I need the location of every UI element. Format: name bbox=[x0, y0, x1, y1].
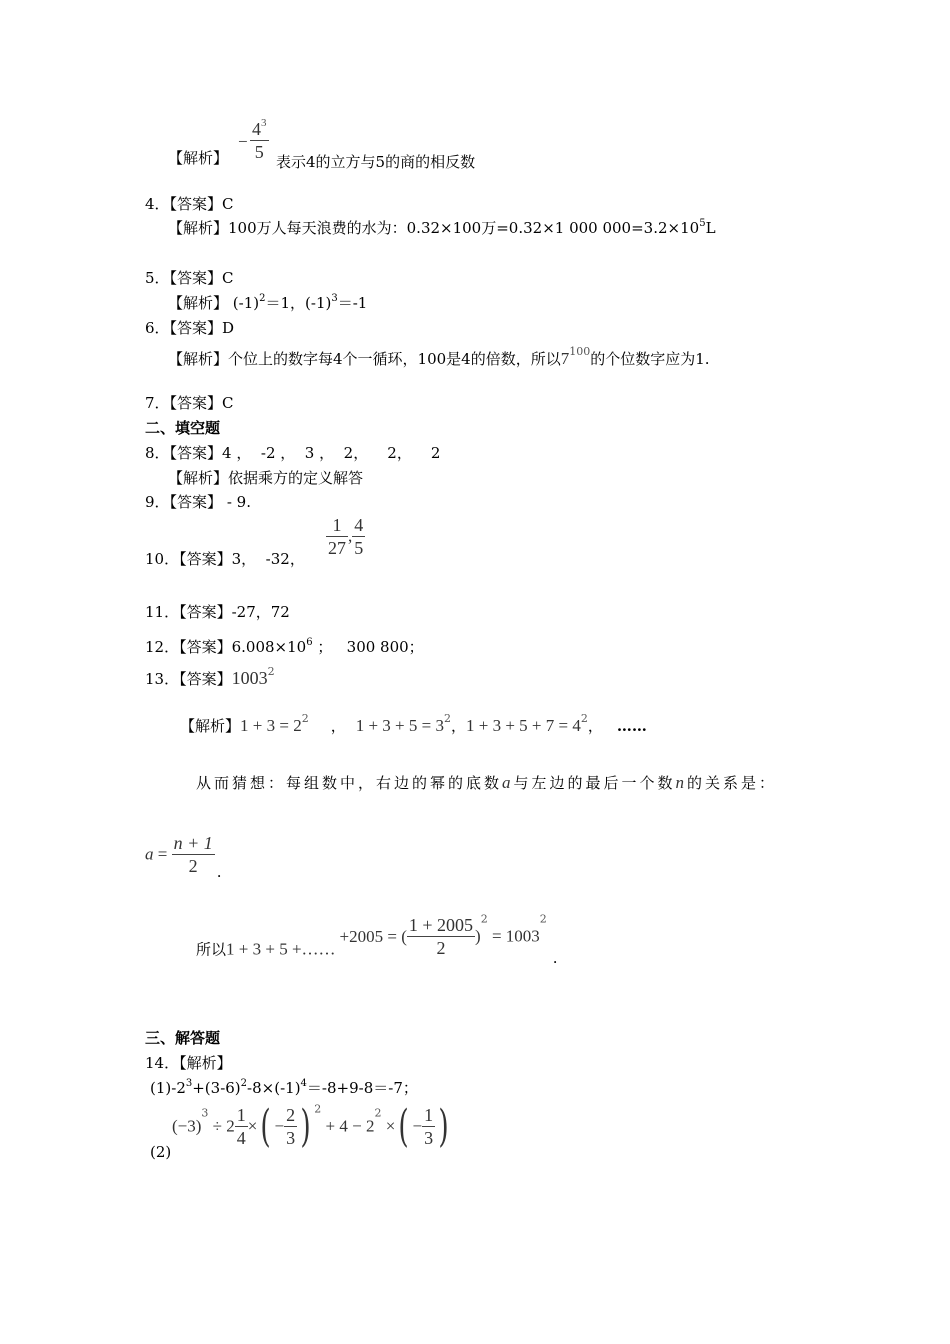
q4-answer: 4．【答案】C bbox=[145, 195, 234, 213]
q4-analysis: 【解析】100万人每天浪费的水为：0.32×100万=0.32×1 000 $000=3.2\times 10^5L$ bbox=[168, 218, 716, 237]
q9-answer: 9．【答案】 - 9. bbox=[145, 493, 251, 511]
fraction-denominator: 5 bbox=[254, 142, 264, 162]
q8-answer: 8．【答案】4 ， -2 ， 3 ， 2， 2， 2 bbox=[145, 444, 441, 462]
q14-heading: 14．【解析】 bbox=[145, 1054, 232, 1072]
section-fill-blank-heading: 二、填空题 bbox=[145, 419, 221, 437]
minus-sign: − bbox=[238, 132, 248, 151]
q5-answer: 5．【答案】C bbox=[145, 269, 234, 287]
section-solution-heading: 三、解答题 bbox=[145, 1029, 221, 1047]
q8-analysis: 【解析】依据乘方的定义解答 bbox=[168, 469, 364, 487]
q13-guess: 从而猜想：每组数中，右边的幂的底数a与左边的最后一个数n的关系是： bbox=[196, 773, 778, 792]
analysis-text: 表示4的立方与5的商的相反数 bbox=[276, 153, 476, 171]
q13-relation: a = $\frac{n + 1}{2}$ . bbox=[145, 833, 222, 881]
q14-part1: $(1)-2^3+(3-6)^2-8\times(-1)^4=-8+9-8=-7$； bbox=[150, 1078, 418, 1097]
q13-sum-conclusion: 所以1 + 3 + 5 +……+2005 = ( $\frac{1 + 2005}{2}$ )$^2 = 1003^2$. bbox=[196, 912, 558, 967]
fraction-four-fifths: $\frac{4}{5}$ bbox=[354, 515, 364, 558]
q10-answer: 10．【答案】3， -32， bbox=[145, 550, 305, 568]
fraction-one-27th: $\frac{1}{27}$ bbox=[328, 515, 346, 558]
q13-analysis-equations: 【解析】$1 + 3 = 2^2$ ， $1 + 3 + 5 = 3^2$，$1 + 3 + 5 + 7 = 4^2$， …… bbox=[180, 712, 647, 735]
q10-fractions: $\frac{1}{27}$ , $\frac{4}{5}$ bbox=[328, 515, 364, 558]
analysis-label: 【解析】 bbox=[168, 149, 229, 167]
q6-analysis: 【解析】个位上的数字每4个一循环，100是4的倍数，所以$7^{100}$的个位数字应为1. bbox=[168, 345, 710, 368]
fraction bbox=[250, 118, 269, 163]
q5-analysis: 【解析】 $(-1)^2=1$，$(-1)^3=-1$ bbox=[168, 293, 368, 312]
q11-answer: 11．【答案】-27，72 bbox=[145, 603, 290, 621]
q14-part2-expression: $(-3)^3 \div 2$ $\frac{1}{4}$ ×( − $\frac{2}{3}$ ) $^2 + 4 - 2^2$ ×( − $\frac{1}{3}$ ) bbox=[172, 1100, 449, 1152]
q14-part2-label: (2) bbox=[150, 1143, 172, 1161]
q12-answer: 12．【答案】$6.008\times 10^6$ ； 300 800； bbox=[145, 637, 424, 656]
q7-answer: 7．【答案】C bbox=[145, 394, 234, 412]
fraction-numerator: $4^3$ bbox=[252, 117, 267, 139]
q6-answer: 6．【答案】D bbox=[145, 319, 235, 337]
q13-answer: 13．【答案】1003$^2$ bbox=[145, 665, 275, 688]
